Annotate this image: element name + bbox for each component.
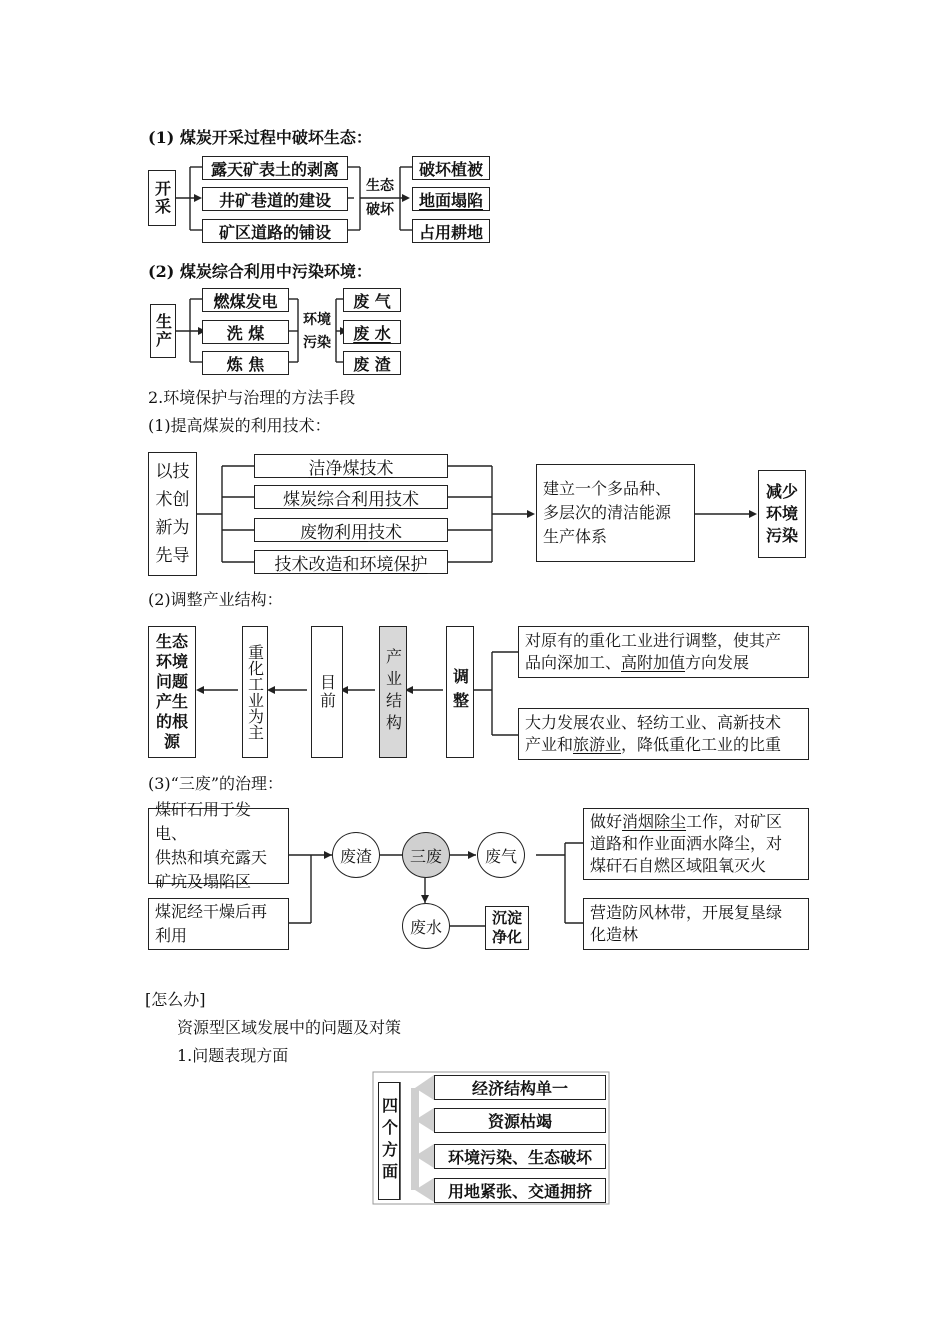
sub1-result-line: 减少 xyxy=(765,482,798,501)
sec1-result-3: 占用耕地 xyxy=(412,219,490,243)
sub2-box-root-line: 生态 xyxy=(155,632,188,651)
sub3-water-box-line: 净化 xyxy=(491,928,522,946)
sub3-left-2 xyxy=(148,898,289,950)
howto-item-economy: 经济结构单一 xyxy=(434,1075,606,1100)
sub1-result-box xyxy=(758,470,806,558)
sub2-box-current: 目前 xyxy=(311,626,343,758)
sub1-item-post: 技术 xyxy=(368,522,402,543)
sub1-source-line: 新为 xyxy=(155,518,190,538)
sub1-item-u: 洁净煤技术 xyxy=(308,458,394,479)
sub1-source-box xyxy=(148,452,197,576)
sub3-right-1-post: 工作，对矿区 xyxy=(686,812,783,831)
sub1-source-line: 术创 xyxy=(155,490,190,510)
sub3-water-box-line: 沉淀 xyxy=(491,909,522,927)
sub2-box-adjust: 调整 xyxy=(446,626,474,758)
sub1-middle-line: 生产体系 xyxy=(543,527,608,546)
section2-title: (2) 煤炭综合利用中污染环境： xyxy=(148,262,372,281)
howto-item-1: 1.问题表现方面 xyxy=(177,1046,289,1065)
sub2-right-1-pre: 品向深加工、 xyxy=(525,653,622,672)
sub1-item-u: 环境保护 xyxy=(359,554,428,575)
sub3-circle-water: 废水 xyxy=(402,903,450,949)
howto-subtitle: 资源型区域发展中的问题及对策 xyxy=(177,1018,402,1037)
sub2-right-2-line2 xyxy=(525,734,781,756)
sub1-source-line: 先导 xyxy=(155,546,190,566)
sub3-circle-gas: 废气 xyxy=(477,832,525,878)
sub2-box-root-line: 问题 xyxy=(155,672,188,691)
sub2-right-2 xyxy=(518,708,809,760)
sub3-right-1-u: 消烟除尘 xyxy=(622,812,687,831)
sub2-title: (2)调整产业结构： xyxy=(148,590,283,609)
howto-item-landuse: 用地紧张、交通拥挤 xyxy=(434,1178,606,1203)
sub3-circle-center: 三废 xyxy=(402,832,450,878)
sub3-left-1-line: 矿坑及塌陷区 xyxy=(155,872,252,891)
sub2-box-root-line: 的根 xyxy=(155,712,188,731)
sub3-right-1 xyxy=(583,808,809,880)
sec2-result-1: 废 气 xyxy=(343,288,401,312)
sec2-link-label-2: 污染 xyxy=(300,334,334,352)
sub3-circle-residue: 废渣 xyxy=(332,832,380,878)
sub3-left-1-line: 供热和填充露天 xyxy=(155,848,268,867)
sub3-right-2-line: 营造防风林带，开展复垦绿 xyxy=(590,903,783,922)
sub1-result-line: 污染 xyxy=(765,526,798,545)
sec1-item-1: 露天矿表土的剥离 xyxy=(202,156,348,180)
sub2-right-1-u: 高附加值 xyxy=(621,653,686,672)
sub2-box-root xyxy=(148,626,196,758)
sec2-result-2-text: 废 水 xyxy=(353,323,391,343)
sec1-result-1: 破坏植被 xyxy=(412,156,490,180)
sub1-source-line: 以技 xyxy=(155,462,190,482)
sub3-right-2-line: 化造林 xyxy=(590,925,639,944)
sec2-source-box: 生产 xyxy=(150,304,176,358)
sec1-link-label-1: 生态 xyxy=(366,178,394,194)
sub2-right-2-u: 旅游业 xyxy=(573,735,622,754)
sec1-item-3: 矿区道路的铺设 xyxy=(202,219,348,243)
sub2-right-1-post: 方向发展 xyxy=(685,653,750,672)
sub3-right-1-line3: 煤矸石自燃区域阻氧灭火 xyxy=(590,856,767,875)
sub1-result-line: 环境 xyxy=(765,504,798,523)
sec1-source-box: 开采 xyxy=(148,170,176,226)
howto-source-box: 四个方面 xyxy=(378,1082,400,1200)
sub3-right-2 xyxy=(583,898,809,950)
sub1-item-3 xyxy=(254,518,448,542)
sub3-left-2-line: 利用 xyxy=(155,926,188,945)
sub1-item-post: 技术 xyxy=(385,489,419,510)
heading-2: 2.环境保护与治理的方法手段 xyxy=(148,388,356,407)
sub3-right-1-line1 xyxy=(590,811,782,833)
sub2-right-2-pre: 产业和 xyxy=(525,735,574,754)
sub1-item-pre: 煤炭 xyxy=(283,489,317,510)
sub1-middle-line: 多层次的清洁能源 xyxy=(543,503,672,522)
sub3-water-box xyxy=(485,906,529,950)
sub2-right-1 xyxy=(518,626,809,678)
sub2-right-2-line1: 大力发展农业、轻纺工业、高新技术 xyxy=(525,713,782,732)
sub1-item-1 xyxy=(254,454,448,478)
sub2-box-root-line: 环境 xyxy=(155,652,188,671)
section1-title: (1) 煤炭开采过程中破坏生态： xyxy=(148,128,372,147)
sub1-middle-line: 建立一个多品种、 xyxy=(543,479,672,498)
sub2-box-root-line: 产生 xyxy=(155,692,188,711)
howto-bracket: [怎么办] xyxy=(145,990,206,1009)
sec1-item-2: 井矿巷道的建设 xyxy=(202,187,348,211)
sub1-item-2 xyxy=(254,485,448,509)
sec2-item-3: 炼 焦 xyxy=(202,351,289,375)
sub2-box-heavy-industry: 重化工业为主 xyxy=(242,626,268,758)
sub3-left-1-line: 煤矸石用于发电、 xyxy=(155,800,252,843)
sec2-item-2: 洗 煤 xyxy=(202,320,289,344)
sec2-item-1: 燃煤发电 xyxy=(202,288,289,312)
sub1-item-u: 综合利用 xyxy=(317,489,385,510)
sec1-result-2-text: 地面塌陷 xyxy=(418,190,483,210)
sub2-right-1-line2 xyxy=(525,652,781,674)
sec2-result-3: 废 渣 xyxy=(343,351,401,375)
sub3-title: (3)“三废”的治理： xyxy=(148,774,284,793)
sub3-left-1 xyxy=(148,800,289,891)
sub3-right-1-line2: 道路和作业面洒水降尘，对 xyxy=(590,834,783,853)
sec1-link-label-2: 破坏 xyxy=(366,202,394,218)
howto-item-resources: 资源枯竭 xyxy=(434,1108,606,1133)
sub2-right-2-post: ，降低重化工业的比重 xyxy=(621,735,782,754)
sub2-box-root-line: 源 xyxy=(163,732,180,751)
sub1-middle-box xyxy=(536,464,695,562)
sec2-result-2 xyxy=(343,320,401,344)
sub2-box-industry-structure: 产业结构 xyxy=(379,626,407,758)
sub3-right-1-pre: 做好 xyxy=(590,812,623,831)
sec2-link-label-1: 环境 xyxy=(300,311,334,329)
sub3-left-2-line: 煤泥经干燥后再 xyxy=(155,902,268,921)
sec1-result-2 xyxy=(412,187,490,211)
sub1-title: (1)提高煤炭的利用技术： xyxy=(148,416,331,435)
howto-item-environment: 环境污染、生态破坏 xyxy=(434,1144,606,1169)
sub1-item-4 xyxy=(254,550,448,574)
sub1-item-u: 废物利用 xyxy=(300,522,368,543)
sub2-right-1-line1: 对原有的重化工业进行调整，使其产 xyxy=(525,631,782,650)
sub1-item-pre: 技术改造和 xyxy=(274,554,360,575)
